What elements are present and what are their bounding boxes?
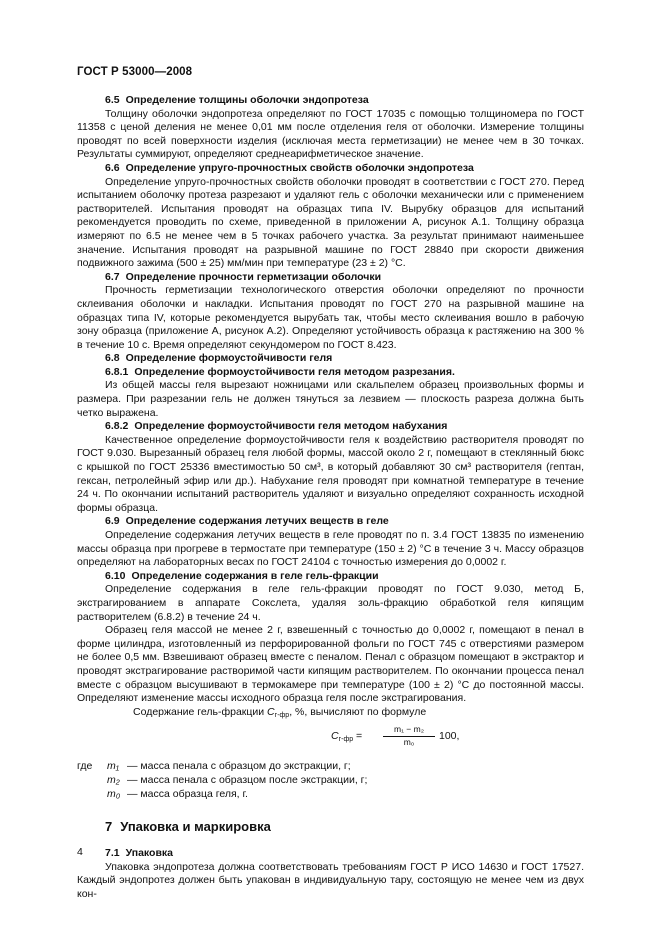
section-heading-6-8 [77,352,584,366]
section-number: 6.6 [105,161,120,174]
paragraph: Качественное определение формоустойчивости геля к воздействию растворителя проводят по ГОСТ 9.030. Вырезанный образец геля любой формы, массой около 2 г, помещают в стеклянный бюкс с крышкой по ГОСТ 25336 вместимостью 50 см³, в который добавляют 30 см³ растворителя (гептан, гексан, петролейный эфир или др.). Набухание геля проводят при комнатной температуре в течение 24 ч. По окончании испытаний растворитель удаляют и визуально определяют сохранность исходной формы образца. [77,433,584,514]
section-title: Определение содержания в геле гель-фракции [131,569,379,582]
variable-legend [77,760,584,801]
section-heading-7-1 [77,847,584,861]
section-heading-6-9 [77,515,584,529]
section-title: Определение прочности герметизации оболочки [125,270,382,283]
paragraph: Упаковка эндопротеза должна соответствовать требованиям ГОСТ Р ИСО 14630 и ГОСТ 17527. Каждый эндопротез должен быть упакован в индивидуальную тару, состоящую не менее чем из двух кон- [77,860,584,900]
document-header: ГОСТ Р 53000—2008 [77,66,193,78]
section-heading-6-6 [77,162,584,176]
formula-denominator: m₀ [403,737,415,748]
section-title: Определение толщины оболочки эндопротеза [125,94,369,106]
paragraph: Толщину оболочки эндопротеза определяют по ГОСТ 17035 с помощью толщиномера по ГОСТ 11358 с ценой деления не менее 0,01 мм после отделения геля от оболочки. Измерение толщины проводят по всей поверхности изделия (исключая места герметизации) не менее чем в 30 точках. Результаты суммируют, определяют среднеарифметическое значение. [77,107,584,161]
paragraph: Образец геля массой не менее 2 г, взвешенный с точностью до 0,0002 г, помещают в пенал в форме цилиндра, изготовленный из перфорированной фольги по ГОСТ 745 с отверстиями размером не более 0,5 мм. Взвешивают образец вместе с пеналом. Пенал с образцом помещают в экстрактор и проводят экстрагирование растворимой части кипящим растворителем. По окончании процесса пенал вместе с образцом высушивают в термокамере при температуре (100 ± 2) °С до постоянной массы. Определяют изменение массы исходного образца геля после экстрагирования. [77,624,584,705]
formula-multiplier: 100, [439,730,460,743]
section-number: 6.8.2 [105,420,129,433]
section-number: 6.10 [105,569,126,582]
section-heading-6-8-2 [77,420,584,434]
section-number: 6.8 [105,352,120,365]
formula-intro: Содержание гель-фракции $С_{г-фр}$, %, вычисляют по формуле [133,705,427,719]
legend-row: m₂ — масса пенала с образцом после экстракции, г; [107,773,368,786]
section-title: Определение формоустойчивости геля методом разрезания. [134,365,455,378]
section-heading-6-7 [77,271,584,285]
paragraph: Определение содержания в геле гель-фракции проводят по ГОСТ 9.030, метод Б, экстрагированием в аппарате Сокслета, удаляя золь-фракцию обработкой геля кипящим растворителем (6.8.2) в течение 24 ч. [77,583,584,623]
section-number: 6.7 [105,270,120,283]
paragraph: Прочность герметизации технологического отверстия оболочки определяют по прочности склеивания оболочки и накладки. Испытания проводят по ГОСТ 270 на разрывной машине на образцах типа IV, которые рекомендуется вырубать так, чтобы место склеивания вошло в рабочую зону образца (приложение А, рисунок А.2). Определяют устойчивость образца к растяжению на 300 % в течение 10 с. Время определяют секундомером по ГОСТ 8.423. [77,284,584,351]
paragraph: Из общей массы геля вырезают ножницами или скальпелем образец произвольных формы и размера. При разрезании гель не должен тянуться за лезвием — плоскость разреза должна быть четко выражена. [77,379,584,419]
section-title: Определение формоустойчивости геля [125,352,333,365]
section-number: 6.9 [105,515,120,528]
section-number: 7.1 [105,847,120,860]
legend-row: m₀ — масса образца геля, г. [107,787,248,800]
section-heading-7 [77,819,584,835]
paragraph: Определение содержания летучих веществ в геле проводят по п. 3.4 ГОСТ 13835 по изменению массы образца при прогреве в термостате при температуре (150 ± 2) °С в течение 3 ч. Массу образцов определяют на лабораторных весах по ГОСТ 24104 с точностью измерения до 0,0002 г. [77,529,584,569]
document-body [77,94,584,901]
section-heading-6-10 [77,570,584,584]
section-heading-6-8-1 [77,366,584,380]
page-number: 4 [77,846,83,858]
section-number: 6.8.1 [105,365,129,378]
section-number: 7 [105,819,113,835]
paragraph: Определение упруго-прочностных свойств оболочки проводят в соответствии с ГОСТ 270. Перед испытанием оболочку протеза разрезают и удаляют гель с оболочки механически или с применением растворителей. Испытания проводят на образцах типа IV. Вырубку образцов для испытаний рекомендуется проводить по схеме, приведенной в приложении А, рисунок А.1. Толщину образца измеряют по 6.5 не менее чем в 5 точках рабочего участка. За результат принимают наименьшее значение. Испытания проводят на разрывной машине по ГОСТ 28840 при скорости движения подвижного зажима (500 ± 25) мм/мин при температуре (23 ± 2) °С. [77,175,584,270]
section-title: Определение содержания летучих веществ в геле [125,515,389,528]
section-heading-6-5 [77,94,584,108]
legend-row: где m₁ — масса пенала с образцом до экстракции, г; [77,760,351,773]
section-title: Определение упруго-прочностных свойств оболочки эндопротеза [125,161,474,174]
section-title: Упаковка [125,847,174,860]
section-title: Определение формоустойчивости геля методом набухания [134,420,448,433]
section-number: 6.5 [105,94,120,106]
formula-fraction [383,724,435,748]
formula-numerator: m₁ − m₂ [383,724,435,737]
formula-gel-fraction [77,724,584,758]
section-title: Упаковка и маркировка [120,819,271,835]
formula-lhs: $С_{г-фр}$ = [331,730,363,744]
